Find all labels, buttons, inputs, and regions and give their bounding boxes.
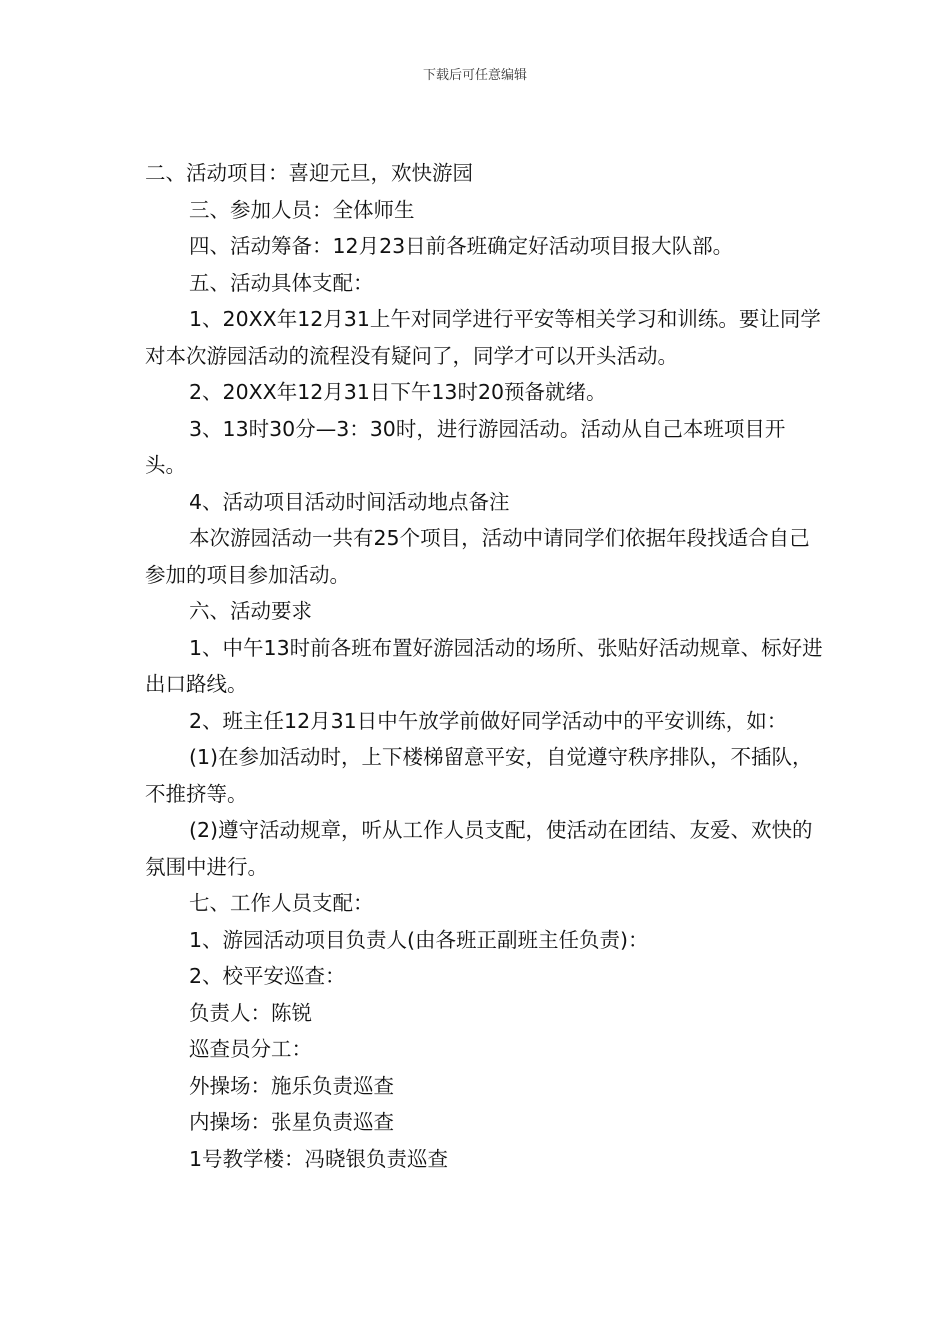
page-header: 下载后可任意编辑 [422,68,527,83]
paragraph: 4、活动项目活动时间活动地点备注 [189,489,510,514]
paragraph: 外操场：施乐负责巡查 [189,1073,394,1098]
paragraph: 七、工作人员支配： [189,891,374,915]
paragraph: 负责人：陈锐 [189,1000,312,1025]
paragraph: 内操场：张星负责巡查 [189,1110,394,1134]
paragraph: 本次游园活动一共有25个项目，活动中请同学们依据年段找适合自己参加的项目参加活动。 [145,526,810,587]
paragraph: 2、20XX年12月31日下午13时20预备就绪。 [189,380,607,404]
paragraph: 巡查员分工： [189,1037,312,1061]
paragraph: 二、活动项目：喜迎元旦，欢快游园 [145,161,473,185]
paragraph: 六、活动要求 [189,599,312,623]
paragraph: 1、20XX年12月31上午对同学进行平安等相关学习和训练。要让同学对本次游园活动的流程没有疑问了，同学才可以开头活动。 [145,307,821,368]
paragraph: 四、活动筹备：12月23日前各班确定好活动项目报大队部。 [189,234,734,258]
paragraph: (1)在参加活动时，上下楼梯留意平安，自觉遵守秩序排队，不插队，不推挤等。 [145,745,813,806]
paragraph: 2、班主任12月31日中午放学前做好同学活动中的平安训练，如： [189,708,788,733]
paragraph: 2、校平安巡查： [189,964,346,988]
paragraph: (2)遵守活动规章，听从工作人员支配，使活动在团结、友爱、欢快的氛围中进行。 [145,818,813,879]
document-body [145,155,825,1177]
paragraph: 三、参加人员：全体师生 [189,197,415,222]
paragraph: 五、活动具体支配： [189,270,374,295]
paragraph: 1、游园活动项目负责人(由各班正副班主任负责)： [189,927,649,952]
paragraph: 1、中午13时前各班布置好游园活动的场所、张贴好活动规章、标好进出口路线。 [145,635,823,696]
paragraph: 1号教学楼：冯晓银负责巡查 [189,1146,449,1171]
paragraph: 3、13时30分—3：30时，进行游园活动。活动从自己本班项目开头。 [145,416,786,477]
